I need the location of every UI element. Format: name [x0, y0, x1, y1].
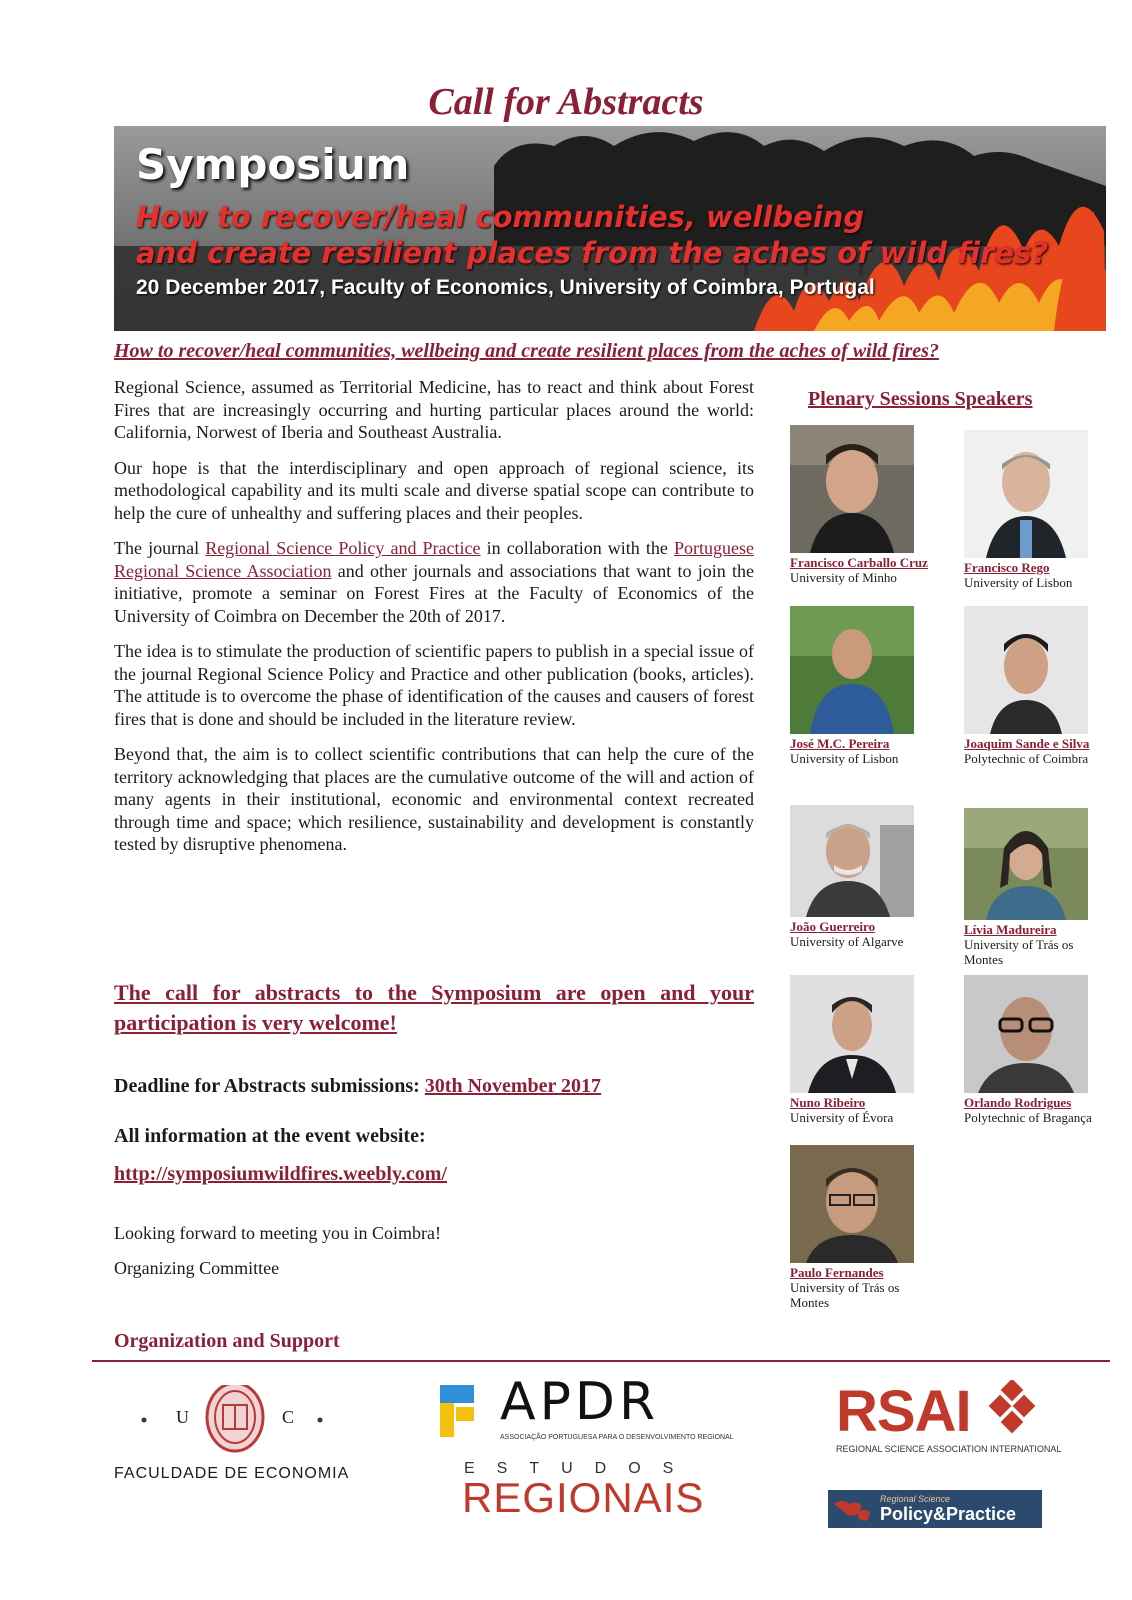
paragraph-3-prefix: The journal: [114, 538, 200, 558]
estudos-label: ESTUDOS: [464, 1460, 696, 1477]
rsai-subtitle: REGIONAL SCIENCE ASSOCIATION INTERNATIONAL: [836, 1444, 1062, 1454]
speaker-name: Nuno Ribeiro: [790, 1095, 866, 1110]
speaker-card: [964, 606, 1104, 766]
uc-letter-left: U: [176, 1407, 189, 1427]
speaker-affiliation: University of Trás os Montes: [790, 1280, 900, 1310]
apdr-logo-icon: [440, 1385, 476, 1441]
speaker-name: João Guerreiro: [790, 919, 876, 934]
speaker-affiliation: University of Lisbon: [790, 751, 899, 766]
speaker-card: [790, 1145, 930, 1310]
speaker-name: Paulo Fernandes: [790, 1265, 884, 1280]
apdr-subtitle: ASSOCIAÇÃO PORTUGUESA PARA O DESENVOLVIMENTO REGIONAL: [500, 1434, 734, 1441]
uc-letter-right: C: [282, 1407, 295, 1427]
speaker-photo: [790, 606, 914, 734]
prsa-association-link[interactable]: Portuguese Regional Science Association: [114, 538, 754, 581]
rspp-big-text: Policy&Practice: [880, 1504, 1017, 1524]
speaker-card: [964, 975, 1104, 1125]
speaker-card: [790, 606, 930, 766]
regionais-label: REGIONAIS: [462, 1474, 705, 1521]
speaker-affiliation: University of Trás os Montes: [964, 937, 1074, 967]
speaker-photo: [964, 430, 1088, 558]
banner-question-line2: and create resilient places from the aches of wild fires?: [136, 236, 1049, 270]
deadline: [114, 1075, 601, 1098]
symposium-banner: [114, 126, 1106, 331]
speaker-photo: [790, 425, 914, 553]
speaker-affiliation: University of Algarve: [790, 934, 904, 949]
speaker-photo: [964, 975, 1088, 1093]
speaker-photo: [790, 1145, 914, 1263]
speaker-card: [790, 425, 930, 585]
closing-committee: Organizing Committee: [114, 1258, 280, 1278]
speaker-affiliation: Polytechnic of Coimbra: [964, 751, 1089, 766]
paragraph-3-middle: in collaboration with the: [486, 538, 668, 558]
rsai-diamond-icon: [986, 1380, 1042, 1436]
banner-symposium-title: Symposium: [136, 140, 410, 189]
rspp-small-text: Regional Science: [880, 1494, 951, 1504]
paragraph-2: Our hope is that the interdisciplinary and open approach of regional science, its methodological capability and its multi scale and diverse spatial scope can contribute to help the cure of unhealthy and suffering places and their peoples.: [114, 457, 754, 523]
speaker-card: [964, 808, 1104, 967]
world-map-icon: [828, 1490, 888, 1528]
speaker-name: José M.C. Pereira: [790, 736, 890, 751]
speaker-photo: [790, 805, 914, 917]
closing-looking-forward: Looking forward to meeting you in Coimbra!: [114, 1223, 441, 1243]
rsai-logo-text: RSAI: [836, 1379, 971, 1444]
deadline-label: Deadline for Abstracts submissions:: [114, 1075, 420, 1097]
speaker-affiliation: Polytechnic of Bragança: [964, 1110, 1092, 1125]
rspp-journal-link[interactable]: Regional Science Policy and Practice: [205, 538, 481, 558]
speaker-affiliation: University of Évora: [790, 1110, 894, 1125]
organization-title: Organization and Support: [114, 1330, 340, 1352]
call-title: Call for Abstracts: [428, 81, 704, 123]
faculdade-economia-label: FACULDADE DE ECONOMIA: [114, 1465, 350, 1482]
speakers-title: Plenary Sessions Speakers: [808, 388, 1033, 410]
speaker-affiliation: University of Minho: [790, 570, 897, 585]
speaker-affiliation: University of Lisbon: [964, 575, 1073, 590]
banner-date-location: 20 December 2017, Faculty of Economics, University of Coimbra, Portugal: [136, 276, 875, 299]
event-website-link[interactable]: http://symposiumwildfires.weebly.com/: [114, 1163, 447, 1185]
speaker-card: [790, 805, 930, 949]
call-open-notice: The call for abstracts to the Symposium are open and your participation is very welcome!: [114, 980, 754, 1035]
speaker-name: Francisco Carballo Cruz: [790, 555, 928, 570]
organization-divider: [92, 1360, 1110, 1362]
info-label: All information at the event website:: [114, 1125, 426, 1147]
paragraph-3: [114, 537, 754, 627]
speaker-photo: [790, 975, 914, 1093]
apdr-logo-text: APDR: [500, 1372, 660, 1432]
speaker-name: Joaquim Sande e Silva: [964, 736, 1090, 751]
paragraph-1: Regional Science, assumed as Territorial Medicine, has to react and think about Forest Fires that are increasingly occurring and hurting particular places around the world: California, Norwest of Iberia and Southeast Australia.: [114, 377, 754, 442]
banner-question-line1: How to recover/heal communities, wellbeing: [136, 200, 865, 234]
paragraph-5: Beyond that, the aim is to collect scientific contributions that can help the cure of the territory acknowledging that places are the cumulative outcome of the will and action of many agents in their institutional, economic and environmental context recreated through time and space; which resilience, sustainability and development is constantly tested by disruptive phenomena.: [114, 744, 754, 854]
paragraph-4: The idea is to stimulate the production of scientific papers to publish in a special issue of the journal Regional Science Policy and Practice and other publication (books, articles). The attitude is to overcome the phase of identification of the causes and causers of forest fires that is done and should be included in the literature review.: [114, 641, 754, 729]
speaker-name: Lívia Madureira: [964, 922, 1057, 937]
speaker-card: [790, 975, 930, 1125]
subtitle-question: How to recover/heal communities, wellbeing and create resilient places from the aches of wild fires?: [114, 340, 939, 362]
paragraph-3-suffix: and other journals and associations that want to join the initiative, promote a seminar on Forest Fires at the Faculty of Economics of the University of Coimbra on December the 20th of 2017.: [114, 560, 755, 626]
speaker-photo: [964, 808, 1088, 920]
speaker-name: Orlando Rodrigues: [964, 1095, 1072, 1110]
deadline-date: 30th November 2017: [424, 1075, 602, 1097]
speaker-name: Francisco Rego: [964, 560, 1050, 575]
speaker-card: [964, 430, 1104, 590]
body-text: [114, 376, 754, 869]
speaker-photo: [964, 606, 1088, 734]
